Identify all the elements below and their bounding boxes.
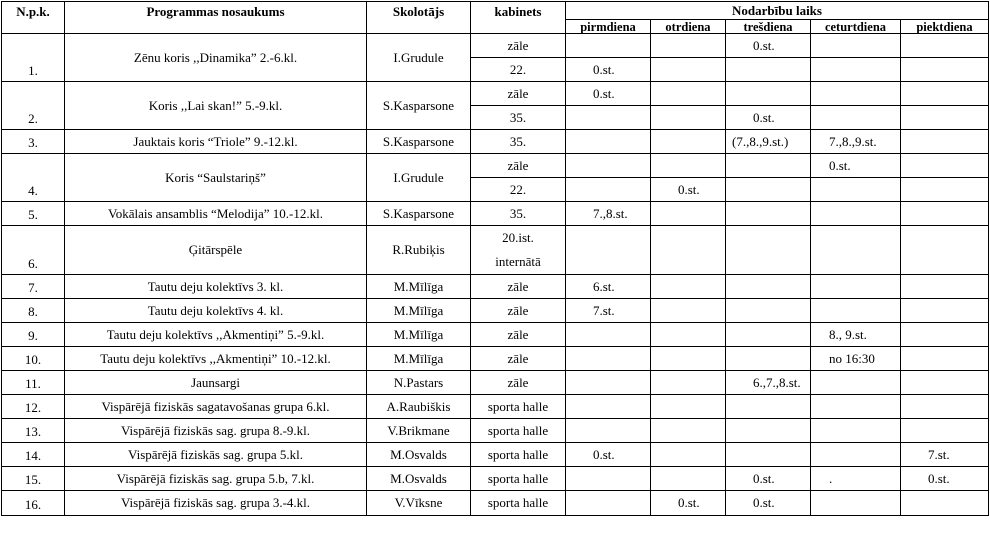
- program-name: Vokālais ansamblis “Melodija” 10.-12.kl.: [65, 202, 367, 226]
- room-cell: zāle: [471, 275, 566, 299]
- time-cell-tuesday: [651, 34, 726, 58]
- time-cell-thursday: [811, 419, 901, 443]
- program-name: Tautu deju kolektīvs 4. kl.: [65, 299, 367, 323]
- time-cell-friday: 0.st.: [901, 467, 989, 491]
- room-cell: 35.: [471, 130, 566, 154]
- teacher-name: M.Mīlīga: [367, 275, 471, 299]
- program-name: Tautu deju kolektīvs 3. kl.: [65, 275, 367, 299]
- table-row: [2, 371, 989, 395]
- teacher-name: V.Brikmane: [367, 419, 471, 443]
- time-cell-monday: [566, 419, 651, 443]
- time-cell-wednesday: 0.st.: [726, 467, 811, 491]
- program-name: Vispārējā fiziskās sag. grupa 5.kl.: [65, 443, 367, 467]
- time-cell-monday: 0.st.: [566, 82, 651, 106]
- time-cell-friday: [901, 299, 989, 323]
- time-cell-monday: [566, 154, 651, 178]
- time-cell-wednesday: [726, 275, 811, 299]
- room-cell: 35.: [471, 106, 566, 130]
- time-cell-wednesday: [726, 202, 811, 226]
- room-cell: zāle: [471, 299, 566, 323]
- time-cell-tuesday: 0.st.: [651, 178, 726, 202]
- teacher-name: S.Kasparsone: [367, 82, 471, 130]
- room-cell: zāle: [471, 34, 566, 58]
- header-day-thursday: ceturtdiena: [811, 20, 901, 34]
- header-day-tuesday: otrdiena: [651, 20, 726, 34]
- time-cell-wednesday: 0.st.: [726, 491, 811, 516]
- time-cell-thursday: [811, 226, 901, 275]
- row-number: 1.: [2, 34, 65, 82]
- row-number: 14.: [2, 443, 65, 467]
- time-cell-tuesday: [651, 395, 726, 419]
- time-cell-wednesday: [726, 323, 811, 347]
- time-cell-friday: [901, 275, 989, 299]
- room-cell: 20.ist. internātā: [471, 226, 566, 275]
- header-room: kabinets: [471, 2, 566, 34]
- time-cell-tuesday: [651, 58, 726, 82]
- time-cell-monday: 7.st.: [566, 299, 651, 323]
- program-name: Jauktais koris “Triole” 9.-12.kl.: [65, 130, 367, 154]
- room-cell: sporta halle: [471, 419, 566, 443]
- time-cell-thursday: [811, 58, 901, 82]
- header-program: Programmas nosaukums: [65, 2, 367, 34]
- table-row: [2, 323, 989, 347]
- time-cell-friday: 7.st.: [901, 443, 989, 467]
- time-cell-friday: [901, 491, 989, 516]
- time-cell-tuesday: [651, 467, 726, 491]
- time-cell-monday: [566, 226, 651, 275]
- time-cell-monday: [566, 347, 651, 371]
- table-row: [2, 347, 989, 371]
- teacher-name: M.Mīlīga: [367, 323, 471, 347]
- time-cell-wednesday: [726, 226, 811, 275]
- time-cell-friday: [901, 82, 989, 106]
- teacher-name: A.Raubiškis: [367, 395, 471, 419]
- row-number: 8.: [2, 299, 65, 323]
- teacher-name: R.Rubiķis: [367, 226, 471, 275]
- time-cell-thursday: [811, 202, 901, 226]
- teacher-name: M.Mīlīga: [367, 299, 471, 323]
- room-cell: 22.: [471, 58, 566, 82]
- row-number: 11.: [2, 371, 65, 395]
- time-cell-tuesday: [651, 202, 726, 226]
- row-number: 15.: [2, 467, 65, 491]
- room-cell: sporta halle: [471, 467, 566, 491]
- program-name: Vispārējā fiziskās sag. grupa 5.b, 7.kl.: [65, 467, 367, 491]
- time-cell-friday: [901, 347, 989, 371]
- teacher-name: M.Osvalds: [367, 467, 471, 491]
- table-row: [2, 395, 989, 419]
- room-cell: zāle: [471, 82, 566, 106]
- time-cell-wednesday: 0.st.: [726, 34, 811, 58]
- time-cell-friday: [901, 58, 989, 82]
- time-cell-wednesday: [726, 299, 811, 323]
- program-name: Vispārējā fiziskās sag. grupa 3.-4.kl.: [65, 491, 367, 516]
- table-row: [2, 202, 989, 226]
- time-cell-thursday: [811, 106, 901, 130]
- table-row: [2, 82, 989, 106]
- time-cell-friday: [901, 34, 989, 58]
- schedule-body: [2, 34, 989, 516]
- time-cell-monday: [566, 371, 651, 395]
- time-cell-wednesday: [726, 58, 811, 82]
- room-cell: 22.: [471, 178, 566, 202]
- program-name: Vispārējā fiziskās sagatavošanas grupa 6.kl.: [65, 395, 367, 419]
- time-cell-tuesday: [651, 323, 726, 347]
- row-number: 9.: [2, 323, 65, 347]
- time-cell-wednesday: 0.st.: [726, 106, 811, 130]
- time-cell-thursday: [811, 491, 901, 516]
- row-number: 16.: [2, 491, 65, 516]
- schedule-table: [1, 1, 989, 516]
- table-row: [2, 299, 989, 323]
- table-row: [2, 467, 989, 491]
- row-number: 12.: [2, 395, 65, 419]
- program-name: Koris ,,Lai skan!” 5.-9.kl.: [65, 82, 367, 130]
- row-number: 2.: [2, 82, 65, 130]
- time-cell-tuesday: [651, 371, 726, 395]
- room-cell: zāle: [471, 347, 566, 371]
- time-cell-friday: [901, 419, 989, 443]
- program-name: Vispārējā fiziskās sag. grupa 8.-9.kl.: [65, 419, 367, 443]
- time-cell-thursday: [811, 178, 901, 202]
- teacher-name: M.Mīlīga: [367, 347, 471, 371]
- teacher-name: I.Grudule: [367, 34, 471, 82]
- program-name: Tautu deju kolektīvs ,,Akmentiņi” 5.-9.kl.: [65, 323, 367, 347]
- room-cell: zāle: [471, 154, 566, 178]
- teacher-name: I.Grudule: [367, 154, 471, 202]
- table-row: [2, 154, 989, 178]
- time-cell-monday: 6.st.: [566, 275, 651, 299]
- time-cell-wednesday: (7.,8.,9.st.): [726, 130, 811, 154]
- time-cell-wednesday: [726, 347, 811, 371]
- time-cell-thursday: 8., 9.st.: [811, 323, 901, 347]
- time-cell-friday: [901, 106, 989, 130]
- room-cell: sporta halle: [471, 443, 566, 467]
- time-cell-monday: [566, 467, 651, 491]
- time-cell-wednesday: [726, 419, 811, 443]
- time-cell-tuesday: [651, 347, 726, 371]
- time-cell-friday: [901, 178, 989, 202]
- row-number: 6.: [2, 226, 65, 275]
- time-cell-monday: 0.st.: [566, 443, 651, 467]
- header-teacher: Skolotājs: [367, 2, 471, 34]
- time-cell-thursday: 7.,8.,9.st.: [811, 130, 901, 154]
- time-cell-wednesday: [726, 395, 811, 419]
- room-cell: zāle: [471, 323, 566, 347]
- time-cell-wednesday: [726, 443, 811, 467]
- header-day-wednesday: trešdiena: [726, 20, 811, 34]
- time-cell-friday: [901, 371, 989, 395]
- program-name: Jaunsargi: [65, 371, 367, 395]
- time-cell-monday: [566, 491, 651, 516]
- time-cell-friday: [901, 323, 989, 347]
- teacher-name: V.Vīksne: [367, 491, 471, 516]
- time-cell-wednesday: 6.,7.,8.st.: [726, 371, 811, 395]
- header-day-monday: pirmdiena: [566, 20, 651, 34]
- program-name: Tautu deju kolektīvs ,,Akmentiņi” 10.-12.kl.: [65, 347, 367, 371]
- time-cell-thursday: [811, 395, 901, 419]
- time-cell-wednesday: [726, 82, 811, 106]
- time-cell-thursday: [811, 82, 901, 106]
- time-cell-thursday: .: [811, 467, 901, 491]
- room-cell: 35.: [471, 202, 566, 226]
- table-row: [2, 491, 989, 516]
- time-cell-monday: 7.,8.st.: [566, 202, 651, 226]
- row-number: 7.: [2, 275, 65, 299]
- time-cell-monday: [566, 106, 651, 130]
- table-row: [2, 34, 989, 58]
- program-name: Zēnu koris ,,Dinamika” 2.-6.kl.: [65, 34, 367, 82]
- table-row: [2, 275, 989, 299]
- time-cell-friday: [901, 395, 989, 419]
- time-cell-thursday: [811, 371, 901, 395]
- time-cell-friday: [901, 154, 989, 178]
- time-cell-wednesday: [726, 154, 811, 178]
- teacher-name: S.Kasparsone: [367, 202, 471, 226]
- time-cell-tuesday: [651, 419, 726, 443]
- time-cell-wednesday: [726, 178, 811, 202]
- teacher-name: S.Kasparsone: [367, 130, 471, 154]
- time-cell-tuesday: [651, 299, 726, 323]
- time-cell-friday: [901, 202, 989, 226]
- time-cell-thursday: [811, 443, 901, 467]
- time-cell-tuesday: 0.st.: [651, 491, 726, 516]
- teacher-name: M.Osvalds: [367, 443, 471, 467]
- time-cell-monday: [566, 395, 651, 419]
- row-number: 10.: [2, 347, 65, 371]
- time-cell-tuesday: [651, 275, 726, 299]
- room-cell: sporta halle: [471, 491, 566, 516]
- time-cell-thursday: [811, 34, 901, 58]
- time-cell-thursday: [811, 299, 901, 323]
- room-cell: sporta halle: [471, 395, 566, 419]
- time-cell-monday: [566, 323, 651, 347]
- header-schedule: Nodarbību laiks: [566, 2, 989, 20]
- time-cell-monday: [566, 34, 651, 58]
- table-row: [2, 443, 989, 467]
- time-cell-friday: [901, 130, 989, 154]
- time-cell-thursday: no 16:30: [811, 347, 901, 371]
- time-cell-tuesday: [651, 130, 726, 154]
- table-row: [2, 226, 989, 275]
- row-number: 13.: [2, 419, 65, 443]
- time-cell-tuesday: [651, 106, 726, 130]
- header-npk: N.p.k.: [2, 2, 65, 34]
- row-number: 5.: [2, 202, 65, 226]
- time-cell-monday: 0.st.: [566, 58, 651, 82]
- time-cell-thursday: 0.st.: [811, 154, 901, 178]
- header-day-friday: piektdiena: [901, 20, 989, 34]
- row-number: 3.: [2, 130, 65, 154]
- time-cell-tuesday: [651, 226, 726, 275]
- teacher-name: N.Pastars: [367, 371, 471, 395]
- time-cell-tuesday: [651, 154, 726, 178]
- time-cell-thursday: [811, 275, 901, 299]
- time-cell-tuesday: [651, 82, 726, 106]
- time-cell-tuesday: [651, 443, 726, 467]
- program-name: Koris “Saulstariņš”: [65, 154, 367, 202]
- room-cell: zāle: [471, 371, 566, 395]
- table-row: [2, 419, 989, 443]
- table-row: [2, 130, 989, 154]
- time-cell-monday: [566, 130, 651, 154]
- row-number: 4.: [2, 154, 65, 202]
- program-name: Ģitārspēle: [65, 226, 367, 275]
- time-cell-monday: [566, 178, 651, 202]
- time-cell-friday: [901, 226, 989, 275]
